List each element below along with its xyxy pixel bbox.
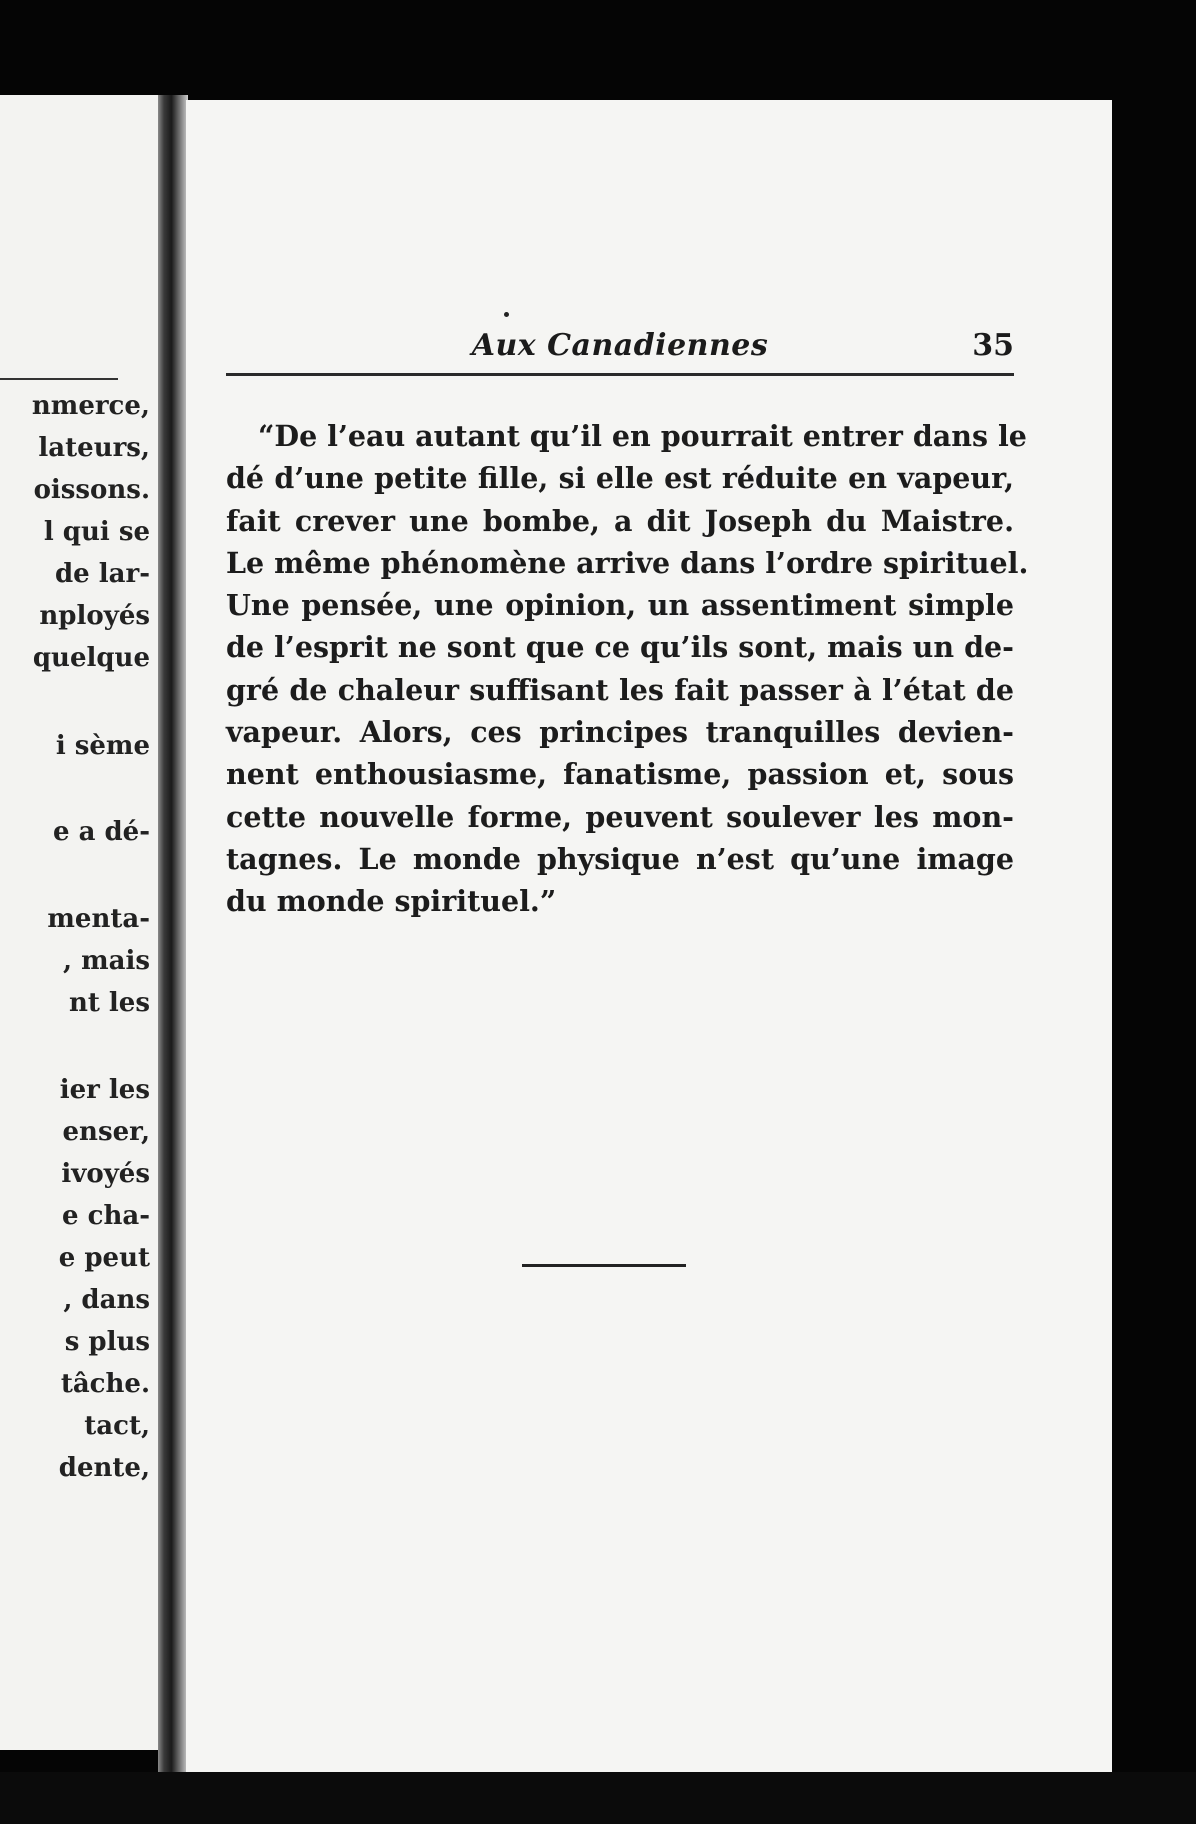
left-page-line: e a dé- xyxy=(52,817,150,847)
body-line: “De l’eau autant qu’il en pourrait entrer dans le xyxy=(258,419,1027,453)
left-page-line: l qui se xyxy=(43,517,150,547)
left-page-line: nt les xyxy=(68,988,150,1018)
body-line: dé d’une petite fille, si elle est réduite en vapeur, xyxy=(226,461,1014,496)
left-page-head-rule xyxy=(0,378,118,380)
running-head xyxy=(226,328,1014,368)
scanner-bed-edge xyxy=(0,1772,1196,1824)
body-line: du monde spirituel.” xyxy=(226,884,557,919)
head-dot xyxy=(504,312,509,317)
left-page-line: lateurs, xyxy=(38,433,150,463)
left-page-line: e peut xyxy=(58,1243,150,1273)
section-end-rule xyxy=(522,1264,686,1267)
body-line: cette nouvelle forme, peuvent soulever les mon- xyxy=(226,799,1014,834)
left-page-line: enser, xyxy=(62,1117,150,1147)
book-gutter-shadow xyxy=(158,95,188,1775)
right-page xyxy=(186,100,1112,1772)
left-page-line: tact, xyxy=(84,1411,150,1441)
left-page-line: s plus xyxy=(64,1327,150,1357)
left-page-line: ivoyés xyxy=(61,1159,150,1189)
body-line: de l’esprit ne sont que ce qu’ils sont, mais un de- xyxy=(226,630,1014,665)
left-page-line: dente, xyxy=(58,1453,150,1483)
page-number: 35 xyxy=(972,328,1014,363)
left-page-line: i sème xyxy=(55,731,150,761)
body-line: Le même phénomène arrive dans l’ordre spirituel. xyxy=(226,545,1029,580)
running-head-title: Aux Canadiennes xyxy=(471,328,769,363)
left-page-line: e cha- xyxy=(62,1201,150,1231)
body-line: vapeur. Alors, ces principes tranquilles devien- xyxy=(226,715,1014,750)
left-page-line: ier les xyxy=(59,1075,150,1105)
body-line: Une pensée, une opinion, un assentiment simple xyxy=(226,588,1014,623)
left-page-line: menta- xyxy=(47,904,150,934)
body-line: fait crever une bombe, a dit Joseph du Maistre. xyxy=(226,503,1014,538)
left-page-line: nmerce, xyxy=(31,391,150,421)
body-line: gré de chaleur suffisant les fait passer à l’état de xyxy=(226,672,1014,707)
quote-paragraph xyxy=(226,415,1029,923)
left-page-line: tâche. xyxy=(60,1369,150,1399)
running-head-rule xyxy=(226,373,1014,376)
left-page-line: oissons. xyxy=(33,475,150,505)
body-line: nent enthousiasme, fanatisme, passion et, sous xyxy=(226,757,1014,792)
left-page-line: quelque xyxy=(32,643,150,673)
left-page-line: de lar- xyxy=(55,559,150,589)
body-line: tagnes. Le monde physique n’est qu’une image xyxy=(226,841,1014,876)
left-page-fragment xyxy=(0,95,180,1750)
left-page-line: nployés xyxy=(39,601,150,631)
left-page-line: , mais xyxy=(63,946,150,976)
left-page-line: , dans xyxy=(63,1285,150,1315)
